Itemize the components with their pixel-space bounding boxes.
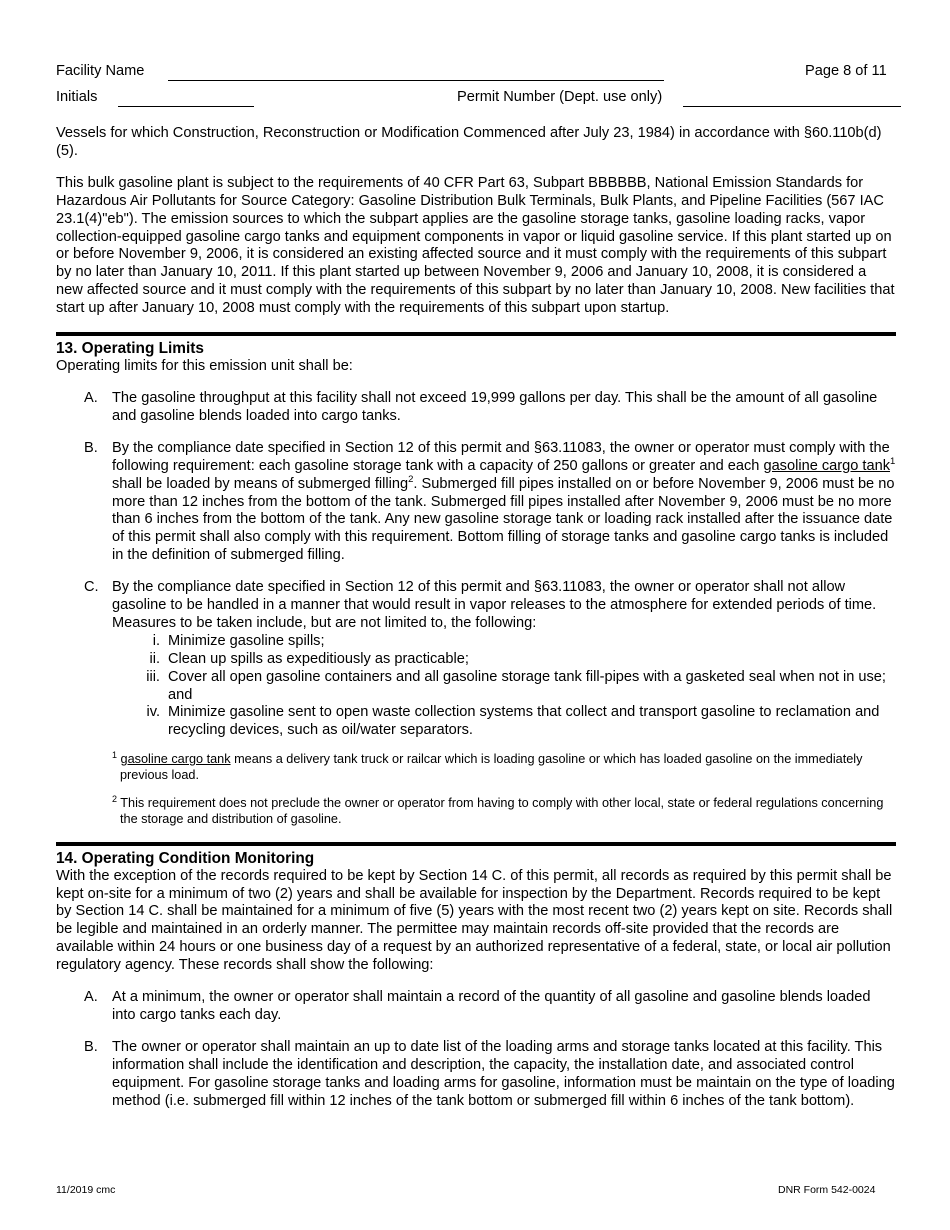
initials-label: Initials [56, 89, 98, 105]
measure-text: Minimize gasoline sent to open waste collection systems that collect and transport gasoline to reclamation and recycling devices, such as oil/water separators. [168, 704, 880, 739]
measure-number: iii. [146, 668, 160, 685]
list-text: shall be loaded by means of submerged filling [112, 475, 409, 492]
document-body [56, 125, 896, 1125]
facility-name-field[interactable] [168, 80, 664, 81]
footnote-number: 2 [112, 794, 118, 805]
footnote-text: This requirement does not preclude the owner or operator from having to comply with other local, state or federal regulations concerning the storage and distribution of gasoline. [117, 796, 884, 827]
list-text: At a minimum, the owner or operator shall maintain a record of the quantity of all gasoline and gasoline blends loaded into cargo tanks each day. [112, 989, 871, 1023]
section-13-title: 13. Operating Limits [56, 340, 204, 358]
section-14-title: 14. Operating Condition Monitoring [56, 849, 315, 867]
measure-number: ii. [149, 650, 160, 667]
footnote-text: means a delivery tank truck or railcar which is loading gasoline or which has loaded gasoline on the immediately previous load. [120, 752, 863, 782]
footer-revision: 11/2019 cmc [56, 1184, 116, 1196]
measures-list [56, 633, 896, 740]
defined-term: gasoline cargo tank [120, 752, 231, 767]
facility-name-label: Facility Name [56, 63, 145, 79]
list-label: A. [84, 989, 98, 1006]
footnote-ref: 2 [408, 473, 414, 485]
list-item [56, 440, 896, 565]
section-13-list [56, 390, 896, 740]
list-item [56, 579, 896, 740]
intro-paragraph-2: This bulk gasoline plant is subject to the requirements of 40 CFR Part 63, Subpart BBBBBB, National Emission Standards for Hazardous Air Pollutants for Source Category: Gasoline Distribution Bulk Terminals, Bulk Plants, and Pipeline Facilities (567 IAC 23.1(4)"eb"). The emission sources to which the subpart applies are the gasoline storage tanks, gasoline loading racks, vapor collection-equipped gasoline cargo tanks and equipment components in vapor or liquid gasoline service. If this plant started up on or before November 9, 2006, it is considered an existing affected source and it must comply with the requirements of this subpart by no later than January 10, 2011. If this plant started up between November 9, 2006 and January 10, 2008, it is considered a new affected source and it must comply with the requirements of this subpart by no later than January 10, 2008. New facilities that start up after January 10, 2008 must comply with the requirements of this subpart upon startup. [56, 174, 895, 317]
measure-item [56, 669, 896, 705]
measure-number: iv. [146, 704, 160, 721]
list-label: C. [84, 579, 99, 596]
initials-field[interactable] [118, 106, 254, 107]
measure-text: Clean up spills as expeditiously as practicable; [168, 650, 469, 667]
list-item [56, 989, 896, 1025]
section-divider [56, 842, 896, 846]
intro-paragraph-1: Vessels for which Construction, Reconstruction or Modification Commenced after July 23, 1984) in accordance with §60.110b(d)(5). [56, 125, 882, 159]
section-14-lead: With the exception of the records required to be kept by Section 14 C. of this permit, all records as required by this permit shall be kept on-site for a minimum of two (2) years and shall be available for inspection by the Department. Records required to be kept by Section 14 C. shall be maintained for a minimum of five (5) years with the most recent two (2) years kept on site. Records shall be legible and maintained in an orderly manner. The permittee may maintain records off-site provided that the records are available within 24 hours or one business day of a request by an authorized representative of a federal, state, or local air pollution regulatory agency. These records shall show the following: [56, 867, 893, 974]
section-14-list [56, 989, 896, 1110]
list-label: B. [84, 439, 98, 456]
measure-item [56, 651, 896, 669]
list-text: By the compliance date specified in Section 12 of this permit and §63.11083, the owner or operator shall not allow gasoline to be handled in a manner that would result in vapor releases to the atmosphere for extended periods of time. Measures to be taken include, but are not limited to, the following: [112, 579, 877, 631]
list-text: . Submerged fill pipes installed on or before November 9, 2006 must be no more than 12 inches from the bottom of the tank. Submerged fill pipes installed after November 9, 2006 must be no more than 6 inches from the bottom of the tank. Any new gasoline storage tank or loading rack installed after the issuance date of this permit shall also comply with this requirement. Bottom filling of storage tanks and gasoline cargo tanks is included in the definition of submerged filling. [112, 475, 895, 564]
list-item [56, 1039, 896, 1111]
section-13-lead: Operating limits for this emission unit shall be: [56, 358, 353, 375]
footnote-number: 1 [112, 750, 118, 761]
list-text: The owner or operator shall maintain an up to date list of the loading arms and storage tanks located at this facility. This information shall include the identification and description, the capacity, the installation date, and associated control equipment. For gasoline storage tanks and loading arms for gasoline, information must be maintain on the type of loading method (i.e. submerged fill within 12 inches of the tank bottom or submerged fill within 6 inches of the tank bottom). [112, 1038, 895, 1109]
section-divider [56, 332, 896, 336]
list-label: A. [84, 389, 98, 406]
footer-form-number: DNR Form 542-0024 [778, 1184, 876, 1196]
measure-number: i. [152, 632, 160, 649]
list-text: The gasoline throughput at this facility shall not exceed 19,999 gallons per day. This shall be the amount of all gasoline and gasoline blends loaded into cargo tanks. [112, 389, 878, 424]
measure-text: Minimize gasoline spills; [168, 632, 325, 649]
footnote-ref: 1 [890, 455, 896, 467]
permit-number-label: Permit Number (Dept. use only) [457, 89, 663, 105]
measure-text: Cover all open gasoline containers and all gasoline storage tank fill-pipes with a gasketed seal when not in use; and [168, 668, 886, 703]
page-number: Page 8 of 11 [805, 63, 887, 79]
permit-number-field[interactable] [683, 106, 901, 107]
footnote-1 [112, 752, 896, 783]
measure-item [56, 633, 896, 651]
list-text: By the compliance date specified in Section 12 of this permit and §63.11083, the owner or operator must comply with the following requirement: each gasoline storage tank with a capacity of 250 gallons or greater and each [112, 439, 890, 474]
list-label: B. [84, 1038, 98, 1055]
defined-term: gasoline cargo tank [763, 457, 891, 474]
list-item [56, 390, 896, 426]
measure-item [56, 704, 896, 740]
footnote-2 [112, 796, 896, 827]
